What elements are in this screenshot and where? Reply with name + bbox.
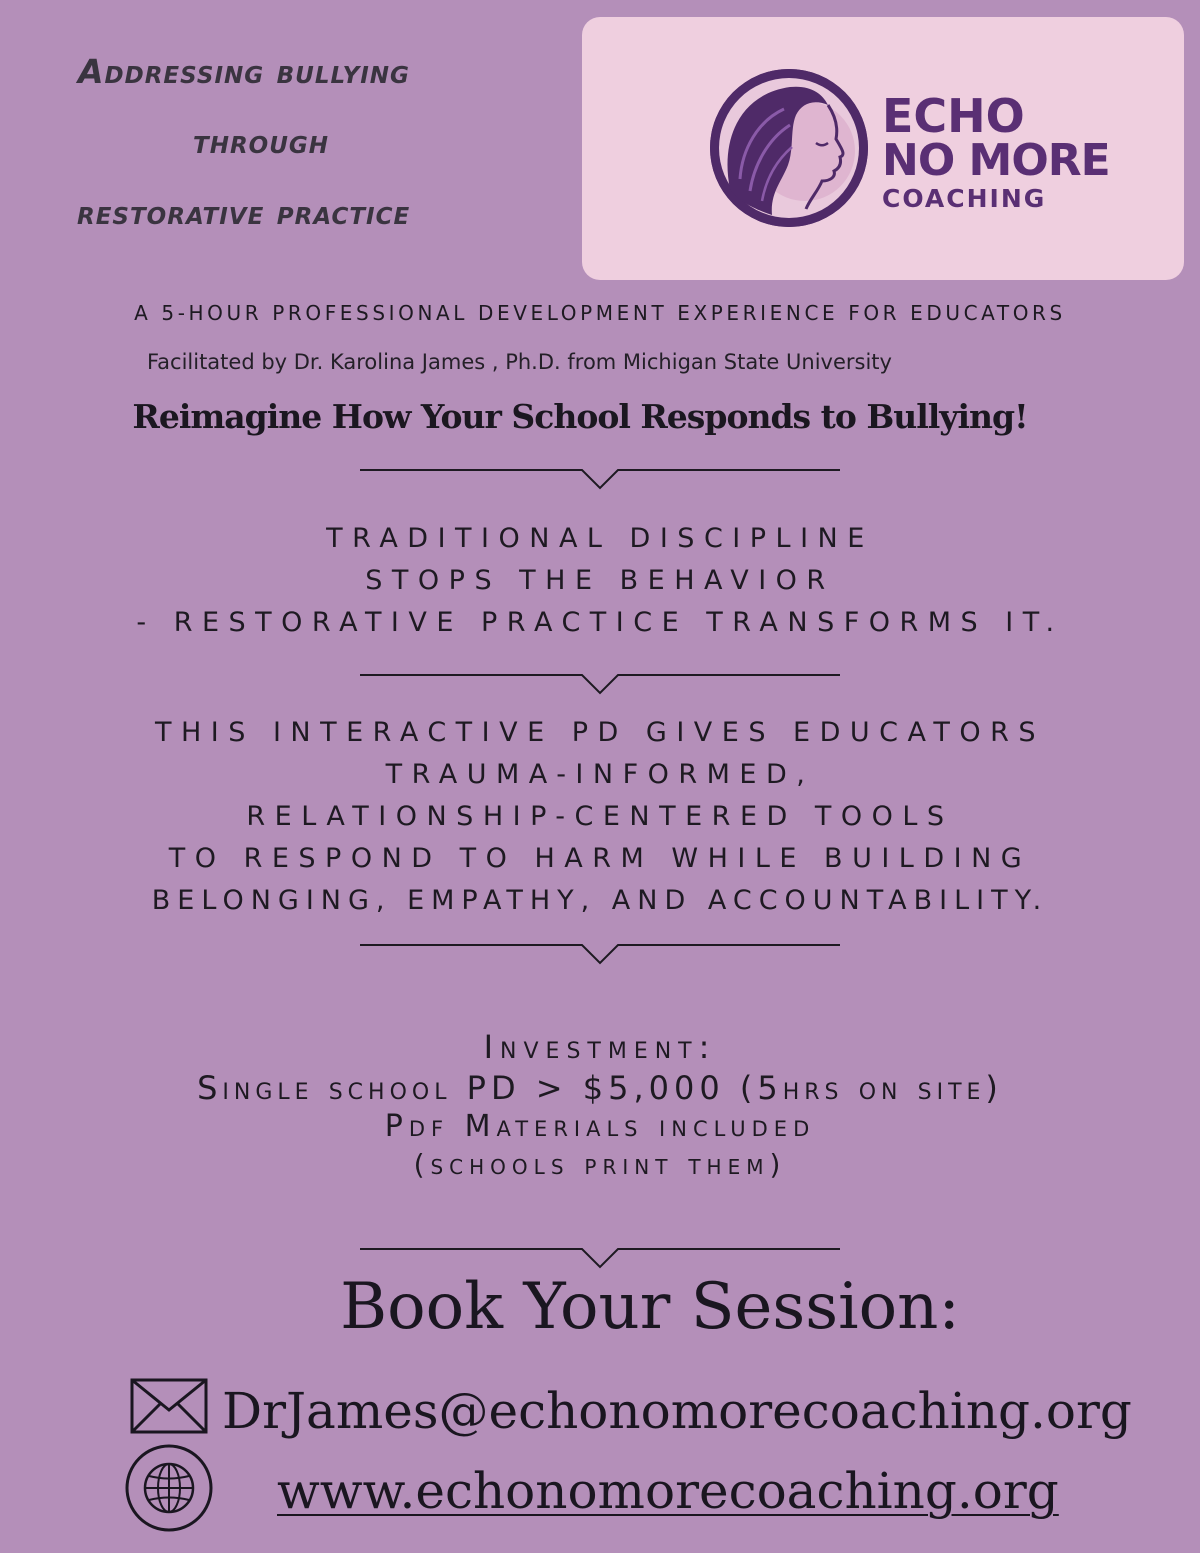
headline-line-2: through	[193, 122, 330, 161]
email-link[interactable]: DrJames@echonomorecoaching.org	[222, 1382, 1132, 1440]
discipline-line: TRADITIONAL DISCIPLINE	[326, 523, 874, 554]
investment-price: Single school PD > $5,000 (5hrs on site)	[197, 1069, 1003, 1107]
woman-profile-icon	[710, 69, 868, 227]
facilitator-line: Facilitated by Dr. Karolina James , Ph.D. from Michigan State University	[147, 350, 892, 374]
website-link[interactable]: www.echonomorecoaching.org	[277, 1462, 1059, 1520]
pd-line: RELATIONSHIP-CENTERED TOOLS	[246, 801, 954, 832]
envelope-icon	[130, 1378, 208, 1434]
logo-text-echo: ECHO	[882, 89, 1025, 143]
logo-text-coaching: COACHING	[882, 184, 1047, 213]
pd-line: TO RESPOND TO HARM WHILE BUILDING	[168, 843, 1032, 874]
investment-materials: Pdf Materials included	[384, 1109, 816, 1144]
globe-icon	[124, 1443, 214, 1533]
pd-line: TRAUMA-INFORMED,	[385, 759, 815, 790]
book-session-title: Book Your Session:	[340, 1270, 960, 1344]
divider	[360, 1246, 840, 1272]
tagline: Reimagine How Your School Responds to Bullying!	[132, 397, 1028, 436]
logo-card	[582, 17, 1184, 280]
discipline-line: STOPS THE BEHAVIOR	[365, 565, 835, 596]
discipline-statement	[0, 518, 1200, 644]
headline-line-1: Addressing bullying	[78, 52, 410, 91]
headline-line-3: restorative practice	[77, 193, 411, 232]
discipline-line: - RESTORATIVE PRACTICE TRANSFORMS IT.	[136, 607, 1064, 638]
pd-line: BELONGING, EMPATHY, AND ACCOUNTABILITY.	[151, 885, 1049, 916]
logo-text-no-more: NO MORE	[882, 135, 1110, 186]
divider	[360, 942, 840, 968]
divider	[360, 467, 840, 493]
investment-heading: Investment:	[483, 1028, 717, 1066]
pd-line: THIS INTERACTIVE PD GIVES EDUCATORS	[154, 717, 1046, 748]
investment-note: (schools print them)	[413, 1148, 787, 1181]
divider	[360, 672, 840, 698]
pd-description	[0, 712, 1200, 922]
investment-block	[0, 1026, 1200, 1184]
subtitle: A 5-HOUR PROFESSIONAL DEVELOPMENT EXPERIENCE FOR EDUCATORS	[134, 301, 1066, 325]
